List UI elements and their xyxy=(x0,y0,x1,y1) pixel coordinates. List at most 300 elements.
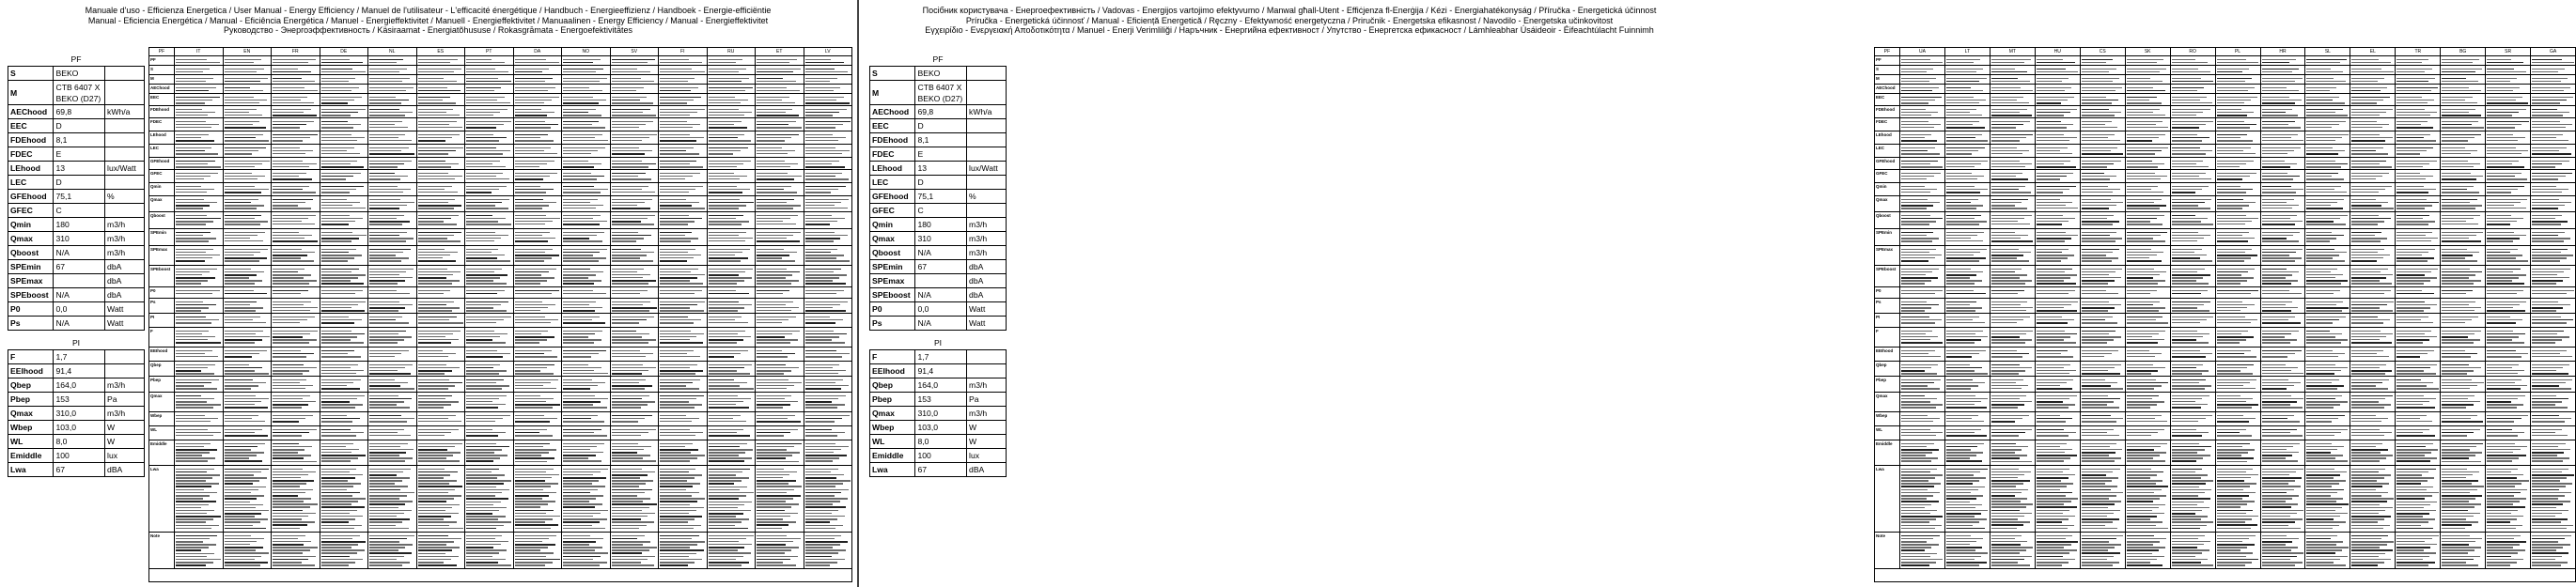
grid-cell xyxy=(2530,183,2575,195)
grid-cell xyxy=(2304,75,2350,84)
spec-row xyxy=(870,133,1007,147)
grid-cell xyxy=(755,299,804,313)
grid-row xyxy=(1875,75,2575,85)
grid-cell xyxy=(2125,393,2170,411)
grid-cell xyxy=(1990,106,2035,117)
column-header: SK xyxy=(2125,48,2170,55)
grid-cell xyxy=(1944,393,1990,411)
grid-cell xyxy=(174,287,223,298)
grid-cell xyxy=(2215,299,2260,313)
grid-cell xyxy=(2170,158,2215,169)
grid-cell xyxy=(271,170,320,182)
grid-cell xyxy=(1944,118,1990,131)
grid-cell xyxy=(658,533,707,568)
grid-cell xyxy=(1944,66,1990,74)
column-header: DA xyxy=(513,48,562,55)
grid-cell xyxy=(2125,229,2170,245)
grid-cell xyxy=(2530,66,2575,74)
grid-cell xyxy=(2260,229,2305,245)
grid-cell xyxy=(416,287,465,298)
row-label: Qmin xyxy=(1876,184,1887,189)
spec-row xyxy=(870,463,1007,477)
grid-cell xyxy=(2350,229,2395,245)
grid-cell xyxy=(416,229,465,245)
grid-cell xyxy=(271,266,320,286)
grid-cell xyxy=(320,393,368,411)
grid-header xyxy=(149,48,851,56)
row-label: Emiddle xyxy=(1876,441,1893,446)
grid-cell xyxy=(320,183,368,195)
grid-cell xyxy=(320,440,368,465)
grid-row xyxy=(1875,183,2575,196)
grid-cell xyxy=(2260,348,2305,361)
grid-cell xyxy=(1899,287,1944,298)
grid-cell xyxy=(271,66,320,74)
grid-cell xyxy=(223,412,272,425)
grid-cell xyxy=(561,118,610,131)
grid-cell xyxy=(2170,314,2215,327)
grid-cell xyxy=(707,229,756,245)
grid-cell xyxy=(2304,170,2350,182)
grid-cell xyxy=(2350,412,2395,425)
spec-key: FDEhood xyxy=(870,133,915,147)
grid-row xyxy=(149,328,851,348)
grid-cell xyxy=(610,287,659,298)
row-label: LEhood xyxy=(150,132,166,137)
grid-cell xyxy=(610,158,659,169)
grid-cell xyxy=(2304,118,2350,131)
grid-cell xyxy=(610,377,659,392)
grid-cell xyxy=(755,94,804,105)
grid-cell xyxy=(513,266,562,286)
grid-cell xyxy=(2395,196,2440,211)
spec-unit xyxy=(967,364,1007,378)
grid-cell xyxy=(755,66,804,74)
grid-cell xyxy=(2260,66,2305,74)
grid-cell xyxy=(416,196,465,211)
grid-cell xyxy=(464,266,513,286)
grid-cell xyxy=(2170,212,2215,228)
grid-cell xyxy=(174,85,223,93)
grid-cell xyxy=(2395,145,2440,157)
grid-cell xyxy=(2440,246,2485,265)
grid-cell xyxy=(2395,158,2440,169)
grid-cell xyxy=(804,145,852,157)
spec-key: F xyxy=(8,350,54,364)
grid-cell xyxy=(2080,85,2125,93)
grid-cell xyxy=(2170,266,2215,286)
spec-unit: Pa xyxy=(105,393,145,407)
left-page-title xyxy=(0,6,856,36)
grid-cell xyxy=(2485,377,2530,392)
spec-value: E xyxy=(54,147,105,162)
spec-row xyxy=(8,463,145,477)
row-label: Qboost xyxy=(150,213,165,218)
grid-cell xyxy=(2304,66,2350,74)
grid-cell xyxy=(513,246,562,265)
grid-cell xyxy=(561,348,610,361)
grid-cell xyxy=(464,196,513,211)
spec-row xyxy=(8,260,145,274)
grid-cell xyxy=(2485,362,2530,376)
grid-cell xyxy=(1899,106,1944,117)
grid-cell xyxy=(174,196,223,211)
grid-cell xyxy=(2125,328,2170,347)
grid-cell xyxy=(320,56,368,65)
grid-cell xyxy=(755,246,804,265)
grid-cell xyxy=(2485,131,2530,144)
spec-unit: kWh/a xyxy=(967,105,1007,119)
grid-cell xyxy=(2170,328,2215,347)
grid-cell xyxy=(2395,170,2440,182)
grid-cell xyxy=(1899,75,1944,84)
grid-row xyxy=(1875,158,2575,170)
grid-cell xyxy=(2530,229,2575,245)
grid-cell xyxy=(561,412,610,425)
grid-cell xyxy=(2440,196,2485,211)
grid-cell xyxy=(367,66,416,74)
grid-cell xyxy=(174,229,223,245)
grid-cell xyxy=(755,106,804,117)
grid-cell xyxy=(416,266,465,286)
spec-unit: lux/Watt xyxy=(105,162,145,176)
grid-cell xyxy=(658,328,707,347)
grid-cell xyxy=(1990,212,2035,228)
spec-value: 180 xyxy=(54,218,105,232)
grid-row xyxy=(149,362,851,377)
grid-cell xyxy=(174,56,223,65)
spec-value: 67 xyxy=(915,463,967,477)
grid-cell xyxy=(513,533,562,568)
spec-row xyxy=(870,378,1007,393)
spec-key: S xyxy=(8,67,54,81)
grid-row xyxy=(149,106,851,118)
grid-cell xyxy=(755,362,804,376)
grid-cell xyxy=(320,66,368,74)
grid-cell xyxy=(804,183,852,195)
column-header: NL xyxy=(367,48,416,55)
grid-cell xyxy=(464,393,513,411)
grid-cell xyxy=(2440,314,2485,327)
row-label: M xyxy=(150,76,154,81)
spec-row xyxy=(870,317,1007,331)
grid-row xyxy=(1875,170,2575,183)
spec-key: Qbep xyxy=(870,378,915,393)
grid-row xyxy=(1875,246,2575,266)
grid-cell xyxy=(1899,362,1944,376)
row-label: P0 xyxy=(150,288,156,293)
spec-header-row xyxy=(870,53,1007,67)
grid-cell xyxy=(223,118,272,131)
spec-unit: m3/h xyxy=(967,378,1007,393)
grid-cell xyxy=(2080,377,2125,392)
spec-row xyxy=(8,364,145,378)
spec-row xyxy=(8,232,145,246)
spec-value: D xyxy=(54,119,105,133)
grid-cell xyxy=(2304,314,2350,327)
grid-row xyxy=(149,131,851,145)
grid-cell xyxy=(755,377,804,392)
grid-cell xyxy=(755,212,804,228)
grid-cell xyxy=(707,393,756,411)
spec-key: Qbep xyxy=(8,378,54,393)
grid-cell xyxy=(1944,94,1990,105)
grid-cell xyxy=(2395,118,2440,131)
grid-cell xyxy=(707,118,756,131)
grid-cell xyxy=(2035,183,2080,195)
grid-cell xyxy=(367,266,416,286)
column-header: SV xyxy=(610,48,659,55)
grid-cell xyxy=(223,266,272,286)
grid-cell xyxy=(320,266,368,286)
grid-cell xyxy=(755,287,804,298)
spec-unit: W xyxy=(105,435,145,449)
spec-value: 310 xyxy=(54,232,105,246)
grid-cell xyxy=(416,75,465,84)
spec-row xyxy=(870,260,1007,274)
spec-value: 91,4 xyxy=(54,364,105,378)
grid-cell xyxy=(1990,348,2035,361)
grid-cell xyxy=(2485,158,2530,169)
grid-cell xyxy=(2170,426,2215,440)
grid-cell xyxy=(755,266,804,286)
grid-cell xyxy=(2485,426,2530,440)
grid-cell xyxy=(320,118,368,131)
grid-cell xyxy=(320,377,368,392)
grid-cell xyxy=(2080,145,2125,157)
grid-cell xyxy=(610,426,659,440)
grid-cell xyxy=(367,348,416,361)
grid-cell xyxy=(2035,75,2080,84)
grid-cell xyxy=(1944,131,1990,144)
grid-cell xyxy=(2080,158,2125,169)
spec-value: 69,8 xyxy=(915,105,967,119)
grid-cell xyxy=(2304,94,2350,105)
grid-cell xyxy=(1899,266,1944,286)
grid-cell xyxy=(1944,246,1990,265)
grid-cell xyxy=(464,314,513,327)
grid-row xyxy=(1875,131,2575,145)
grid-row xyxy=(149,158,851,170)
spec-key: Wbep xyxy=(8,421,54,435)
grid-cell xyxy=(707,212,756,228)
grid-cell xyxy=(1944,377,1990,392)
grid-cell xyxy=(2170,94,2215,105)
grid-cell xyxy=(804,533,852,568)
grid-cell xyxy=(271,299,320,313)
grid-cell xyxy=(464,131,513,144)
grid-cell xyxy=(2440,466,2485,532)
spec-row xyxy=(870,105,1007,119)
grid-cell xyxy=(1944,145,1990,157)
spec-unit: dbA xyxy=(967,260,1007,274)
grid-cell xyxy=(658,158,707,169)
grid-cell xyxy=(707,412,756,425)
spec-unit xyxy=(105,67,145,81)
grid-cell xyxy=(610,75,659,84)
grid-cell xyxy=(464,466,513,532)
spec-value: 153 xyxy=(54,393,105,407)
grid-row xyxy=(149,246,851,266)
grid-cell xyxy=(2395,56,2440,65)
grid-cell xyxy=(561,426,610,440)
spec-row xyxy=(8,407,145,421)
spec-row xyxy=(870,421,1007,435)
grid-cell xyxy=(271,118,320,131)
grid-cell xyxy=(464,426,513,440)
grid-cell xyxy=(320,106,368,117)
grid-cell xyxy=(1899,131,1944,144)
grid-cell xyxy=(804,348,852,361)
grid-cell xyxy=(320,145,368,157)
grid-cell xyxy=(174,440,223,465)
grid-cell xyxy=(1990,183,2035,195)
grid-cell xyxy=(174,212,223,228)
column-header: HR xyxy=(2260,48,2305,55)
spec-value: 153 xyxy=(915,393,967,407)
grid-cell xyxy=(561,266,610,286)
grid-cell xyxy=(174,94,223,105)
grid-cell xyxy=(1899,118,1944,131)
grid-cell xyxy=(1944,56,1990,65)
grid-cell xyxy=(610,56,659,65)
grid-cell xyxy=(2215,106,2260,117)
spec-value: N/A xyxy=(54,246,105,260)
grid-cell xyxy=(2485,229,2530,245)
row-label: Note xyxy=(1876,533,1885,538)
grid-cell xyxy=(2080,362,2125,376)
grid-cell xyxy=(2530,533,2575,568)
grid-cell xyxy=(755,145,804,157)
grid-row xyxy=(1875,56,2575,66)
spec-value: 8,1 xyxy=(915,133,967,147)
grid-cell xyxy=(2260,158,2305,169)
row-label: Ps xyxy=(150,300,156,304)
spec-unit: dBA xyxy=(967,463,1007,477)
grid-row xyxy=(1875,196,2575,212)
grid-cell xyxy=(2350,266,2395,286)
grid-cell xyxy=(658,440,707,465)
grid-row xyxy=(149,426,851,440)
grid-cell xyxy=(367,412,416,425)
grid-cell xyxy=(2080,246,2125,265)
grid-cell xyxy=(1899,314,1944,327)
grid-cell xyxy=(223,183,272,195)
grid-cell xyxy=(755,314,804,327)
row-label: F xyxy=(1876,329,1879,333)
left-page xyxy=(0,0,856,587)
grid-cell xyxy=(2530,299,2575,313)
spec-value: 164,0 xyxy=(54,378,105,393)
grid-cell xyxy=(2215,377,2260,392)
row-label: SPEboost xyxy=(150,267,171,271)
row-label: P0 xyxy=(1876,288,1881,293)
spec-value: N/A xyxy=(915,246,967,260)
row-label: SPEmax xyxy=(1876,247,1894,252)
grid-cell xyxy=(223,466,272,532)
grid-row xyxy=(1875,266,2575,287)
grid-cell xyxy=(755,533,804,568)
spec-key: GFEhood xyxy=(8,190,54,204)
grid-cell xyxy=(513,412,562,425)
grid-cell xyxy=(2080,299,2125,313)
spec-key: SPEboost xyxy=(8,288,54,302)
spec-unit: Watt xyxy=(105,302,145,317)
grid-cell xyxy=(2170,393,2215,411)
spec-unit: dBA xyxy=(105,463,145,477)
grid-cell xyxy=(2170,118,2215,131)
grid-cell xyxy=(2530,106,2575,117)
grid-cell xyxy=(2035,158,2080,169)
grid-cell xyxy=(2440,106,2485,117)
grid-cell xyxy=(464,56,513,65)
grid-cell xyxy=(2215,183,2260,195)
grid-cell xyxy=(2395,246,2440,265)
grid-cell xyxy=(2260,246,2305,265)
grid-cell xyxy=(2035,246,2080,265)
spec-key: LEhood xyxy=(870,162,915,176)
grid-cell xyxy=(804,212,852,228)
grid-row xyxy=(1875,362,2575,377)
grid-cell xyxy=(2395,393,2440,411)
grid-cell xyxy=(1899,56,1944,65)
grid-cell xyxy=(2395,266,2440,286)
grid-cell xyxy=(1944,533,1990,568)
grid-cell xyxy=(416,85,465,93)
spec-value xyxy=(915,274,967,288)
spec-row xyxy=(8,421,145,435)
spec-unit xyxy=(967,67,1007,81)
grid-row xyxy=(149,266,851,287)
grid-row xyxy=(1875,348,2575,362)
grid-cell xyxy=(707,196,756,211)
spec-value: 310,0 xyxy=(54,407,105,421)
grid-cell xyxy=(755,75,804,84)
grid-cell xyxy=(804,66,852,74)
row-label: Qmax xyxy=(150,197,163,202)
grid-cell xyxy=(2485,466,2530,532)
grid-cell xyxy=(174,170,223,182)
grid-cell xyxy=(223,314,272,327)
spec-header-row xyxy=(8,331,145,350)
grid-cell xyxy=(174,246,223,265)
grid-cell xyxy=(1899,170,1944,182)
grid-cell xyxy=(2395,466,2440,532)
spec-key: Qboost xyxy=(870,246,915,260)
grid-cell xyxy=(367,183,416,195)
grid-cell xyxy=(2395,229,2440,245)
grid-cell xyxy=(2485,266,2530,286)
grid-cell xyxy=(707,466,756,532)
row-label: SPEmax xyxy=(150,247,168,252)
grid-cell xyxy=(513,229,562,245)
grid-cell xyxy=(1990,170,2035,182)
grid-cell xyxy=(2260,212,2305,228)
grid-cell xyxy=(2395,440,2440,465)
grid-cell xyxy=(1990,75,2035,84)
grid-cell xyxy=(561,229,610,245)
spec-key: F xyxy=(870,350,915,364)
grid-cell xyxy=(1944,287,1990,298)
grid-cell xyxy=(367,196,416,211)
grid-cell xyxy=(2440,94,2485,105)
grid-cell xyxy=(1990,158,2035,169)
grid-cell xyxy=(271,94,320,105)
spec-key: AEChood xyxy=(8,105,54,119)
grid-cell xyxy=(2170,412,2215,425)
spec-key: Qmin xyxy=(870,218,915,232)
grid-cell xyxy=(1944,106,1990,117)
